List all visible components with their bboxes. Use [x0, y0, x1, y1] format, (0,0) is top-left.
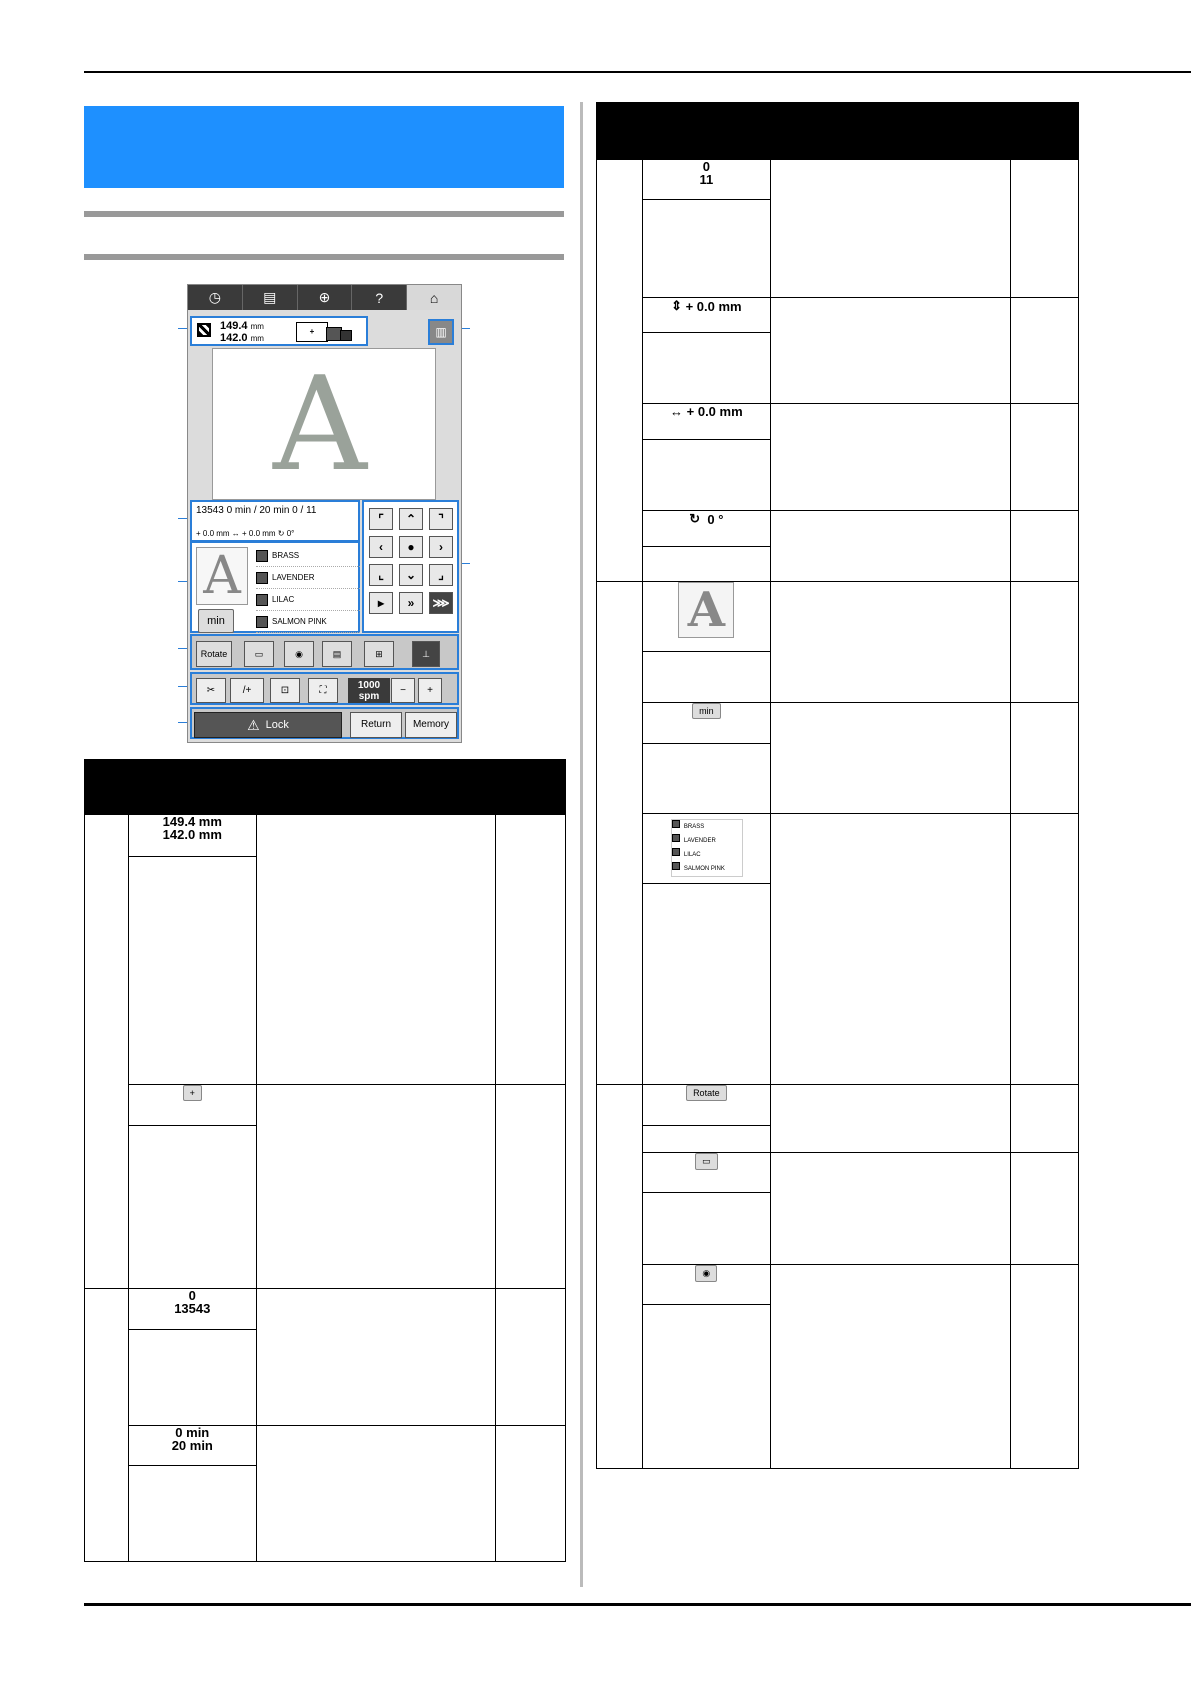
column-divider	[580, 102, 583, 1587]
description-cell	[256, 815, 495, 1085]
page-cell	[1011, 298, 1079, 404]
pattern-preview	[212, 348, 436, 500]
machine-icon[interactable]: ⊕	[298, 285, 353, 310]
counter-row-top: 13543 0 min / 20 min 0 / 11	[196, 505, 317, 516]
page-cell	[496, 1085, 566, 1289]
border-icon[interactable]: ⛶	[308, 678, 338, 703]
spool-icon	[256, 550, 268, 562]
return-button[interactable]: Return	[350, 712, 402, 738]
position-arrow-keys	[362, 500, 459, 633]
section-banner	[84, 106, 564, 188]
counter-row-bottom: + 0.0 mm ↔ + 0.0 mm ↻ 0°	[196, 529, 295, 538]
page-cell	[1011, 511, 1079, 582]
camera-icon: ◉	[695, 1265, 717, 1282]
play-icon[interactable]: ▸	[369, 592, 393, 614]
sewing-counters	[190, 500, 360, 542]
icon-cell: min	[642, 703, 770, 744]
name-cell	[128, 857, 256, 1085]
help-icon[interactable]: ?	[352, 285, 407, 310]
name-cell	[642, 744, 770, 814]
description-cell	[256, 1085, 495, 1289]
header-cell	[128, 760, 256, 788]
name-cell	[642, 440, 770, 511]
warning-icon: ⚠	[247, 716, 260, 733]
icon-cell: +	[128, 1085, 256, 1126]
header-cell	[256, 760, 495, 815]
thread-color-item[interactable]: LILAC	[256, 589, 360, 611]
color-sort-icon[interactable]: ▤	[322, 641, 352, 667]
thread-color-item: LAVENDER	[672, 834, 742, 848]
arrow-left-icon[interactable]: ‹	[369, 536, 393, 558]
spool-icon	[256, 572, 268, 584]
name-cell	[128, 1330, 256, 1426]
name-cell	[642, 884, 770, 1085]
description-cell	[770, 814, 1010, 1085]
thread-color-item: LILAC	[672, 848, 742, 862]
left-key-table	[84, 759, 566, 1562]
pattern-thumbnail-panel	[190, 541, 360, 633]
subheading-bar-2	[84, 254, 564, 260]
icon-cell: Rotate	[642, 1085, 770, 1126]
page-cell	[1011, 404, 1079, 511]
document-icon[interactable]: ▤	[243, 285, 298, 310]
edit-toolbar	[190, 634, 459, 670]
height-unit: mm	[250, 322, 264, 331]
header-cell	[642, 103, 770, 131]
callout-leader-1	[178, 328, 187, 329]
callout-leader-7	[178, 686, 187, 687]
page-cell	[1011, 582, 1079, 703]
header-cell	[642, 131, 770, 160]
thread-color-list[interactable]	[256, 545, 360, 633]
callout-leader-6	[178, 648, 187, 649]
thread-spool-icon: ▭	[695, 1153, 718, 1170]
header-cell	[1011, 103, 1079, 160]
description-cell	[770, 703, 1010, 814]
icon-cell	[642, 1153, 770, 1193]
top-rule	[84, 71, 1191, 73]
description-cell	[256, 1426, 495, 1562]
name-cell	[642, 1193, 770, 1265]
callout-leader-8	[178, 722, 187, 723]
arrow-down-right-icon[interactable]: ⌟	[429, 564, 453, 586]
frame-move-button[interactable]: ▥	[428, 319, 454, 345]
embroidery-frame-icon: +	[296, 322, 328, 342]
home-icon[interactable]: ⌂	[407, 285, 461, 310]
spool-icon	[256, 594, 268, 606]
camera-icon[interactable]: ◉	[284, 641, 314, 667]
name-cell	[642, 1126, 770, 1153]
icon-cell: ↻ 0 °	[642, 511, 770, 547]
center-dot-icon[interactable]: ●	[399, 536, 423, 558]
icon-cell: ↔ + 0.0 mm	[642, 404, 770, 440]
thread-color-item: BRASS	[672, 820, 742, 834]
page-cell	[1011, 1153, 1079, 1265]
baste-icon[interactable]: ⊡	[270, 678, 300, 703]
callout-leader-3	[178, 518, 187, 519]
number-cell	[597, 582, 643, 1085]
thread-spool-icon[interactable]: ▭	[244, 641, 274, 667]
header-cell	[770, 103, 1010, 160]
skip-forward-icon[interactable]: ⋙	[429, 592, 453, 614]
icon-cell	[642, 814, 770, 884]
icon-cell: 0 11	[642, 160, 770, 200]
arrow-down-left-icon[interactable]: ⌞	[369, 564, 393, 586]
icon-cell: 0 13543	[128, 1289, 256, 1330]
header-cell	[128, 788, 256, 815]
callout-leader-4	[178, 581, 187, 582]
spool-icon	[672, 820, 680, 828]
min-button[interactable]: min	[198, 609, 234, 633]
pattern-size-icon	[197, 323, 211, 337]
name-cell	[642, 333, 770, 404]
page-cell	[496, 815, 566, 1085]
name-cell	[128, 1466, 256, 1562]
thumbnail-letter: A	[196, 547, 248, 605]
description-cell	[770, 1265, 1010, 1469]
icon-cell: 0 min 20 min	[128, 1426, 256, 1466]
icon-cell: 149.4 mm 142.0 mm	[128, 815, 256, 857]
trial-icon[interactable]: ⊞	[364, 641, 394, 667]
page-cell	[1011, 1265, 1079, 1469]
page-cell	[1011, 1085, 1079, 1153]
subheading-bar-1	[84, 211, 564, 217]
width-unit: mm	[250, 334, 264, 343]
frame-size-icon-small	[340, 330, 352, 341]
page-cell	[1011, 703, 1079, 814]
rotate-button[interactable]: Rotate	[196, 641, 232, 667]
thread-color-item[interactable]: SALMON PINK	[256, 611, 360, 633]
memory-button[interactable]: Memory	[405, 712, 457, 738]
number-cell	[597, 160, 643, 582]
pattern-size-display	[190, 316, 368, 346]
bottom-rule	[84, 1603, 1191, 1606]
screen-top-bar	[188, 285, 461, 310]
arrow-right-icon[interactable]: ›	[429, 536, 453, 558]
description-cell	[770, 1153, 1010, 1265]
arrow-down-icon[interactable]: ⌄	[399, 564, 423, 586]
tension-icon[interactable]: /+	[230, 678, 264, 703]
speed-increase-icon[interactable]: +	[418, 678, 442, 703]
arrow-up-icon[interactable]: ⌃	[399, 508, 423, 530]
description-cell	[770, 298, 1010, 404]
arrow-up-left-icon[interactable]: ⌜	[369, 508, 393, 530]
spool-icon	[672, 834, 680, 842]
page-cell	[1011, 160, 1079, 298]
name-cell	[642, 547, 770, 582]
name-cell	[642, 652, 770, 703]
description-cell	[770, 511, 1010, 582]
speed-display: 1000 spm	[348, 678, 390, 703]
name-cell	[642, 200, 770, 298]
name-cell	[128, 1126, 256, 1289]
number-cell	[85, 1289, 129, 1562]
description-cell	[770, 404, 1010, 511]
spool-icon	[672, 862, 680, 870]
lock-bar	[190, 707, 459, 739]
number-cell	[597, 1085, 643, 1469]
page-cell	[496, 1426, 566, 1562]
thread-color-item[interactable]: LAVENDER	[256, 567, 360, 589]
thread-color-item[interactable]: BRASS	[256, 545, 360, 567]
thread-cut-icon[interactable]: ✂	[196, 678, 226, 703]
icon-cell	[642, 1265, 770, 1305]
embroidery-screen	[187, 284, 462, 743]
clock-icon[interactable]: ◷	[188, 285, 243, 310]
pattern-width: 142.0	[220, 332, 248, 344]
page-cell	[496, 1289, 566, 1426]
description-cell	[770, 160, 1010, 298]
sewing-toolbar	[190, 672, 459, 705]
lock-button[interactable]: ⚠ Lock	[194, 712, 342, 738]
pattern-letter: A	[273, 348, 367, 500]
height-arrow-icon: ⇕	[671, 298, 686, 313]
arrow-up-right-icon[interactable]: ⌝	[429, 508, 453, 530]
description-cell	[770, 582, 1010, 703]
fast-forward-icon[interactable]: »	[399, 592, 423, 614]
width-arrow-icon: ↔	[670, 404, 687, 419]
spool-icon	[256, 616, 268, 628]
page-cell	[1011, 814, 1079, 1085]
thread-color-item: SALMON PINK	[672, 862, 742, 876]
description-cell	[256, 1289, 495, 1426]
number-cell	[85, 815, 129, 1289]
rotate-icon: ↻	[689, 511, 708, 526]
header-cell	[496, 760, 566, 815]
needle-position-icon[interactable]: ⊥	[412, 641, 440, 667]
right-key-table	[596, 102, 1079, 1469]
icon-cell: ⇕ + 0.0 mm	[642, 298, 770, 333]
header-cell	[597, 103, 643, 160]
speed-decrease-icon[interactable]: −	[391, 678, 415, 703]
pattern-height: 149.4	[220, 320, 248, 332]
icon-cell: A	[642, 582, 770, 652]
header-cell	[85, 760, 129, 815]
name-cell	[642, 1305, 770, 1469]
description-cell	[770, 1085, 1010, 1153]
spool-icon	[672, 848, 680, 856]
